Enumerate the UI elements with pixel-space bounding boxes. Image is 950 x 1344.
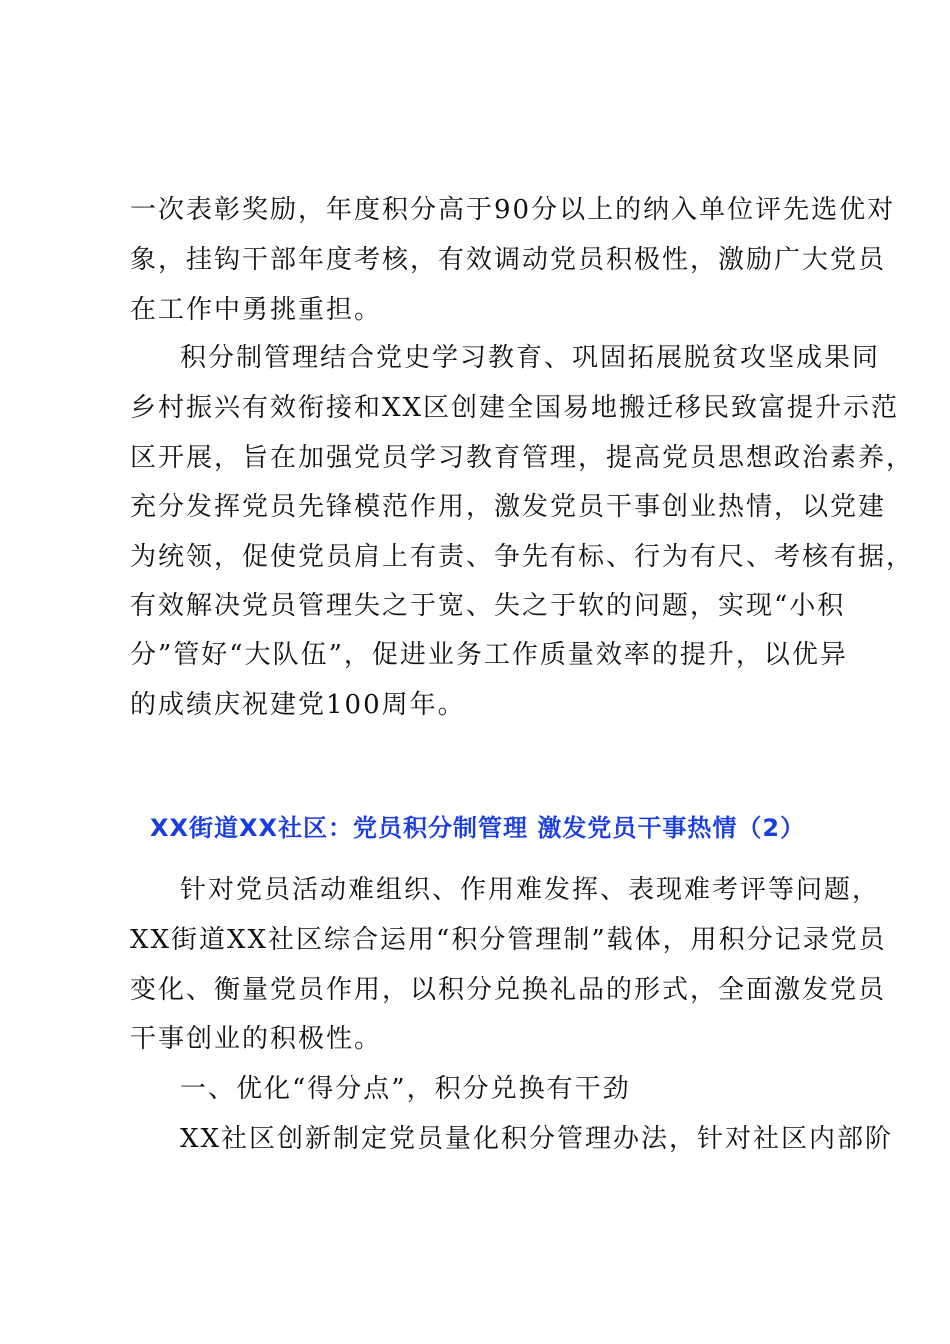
paragraph-2-line-1: 积分制管理结合党史学习教育、巩固拓展脱贫攻坚成果同 xyxy=(180,343,881,373)
paragraph-1-line-3: 在工作中勇挑重担。 xyxy=(130,295,383,325)
paragraph-2-line-4: 充分发挥党员先锋模范作用，激发党员干事创业热情，以党建 xyxy=(130,492,887,522)
paragraph-3-line-2: XX街道XX社区综合运用“积分管理制”载体，用积分记录党员 xyxy=(130,925,887,955)
paragraph-1-line-1: 一次表彰奖励，年度积分高于90分以上的纳入单位评先选优对 xyxy=(130,195,896,225)
paragraph-1-line-2: 象，挂钩干部年度考核，有效调动党员积极性，激励广大党员 xyxy=(130,245,887,275)
paragraph-2-line-6: 有效解决党员管理失之于宽、失之于软的问题，实现“小积 xyxy=(130,591,846,621)
paragraph-2-line-2: 乡村振兴有效衔接和XX区创建全国易地搬迁移民致富提升示范 xyxy=(130,393,900,423)
paragraph-3-line-4: 干事创业的积极性。 xyxy=(130,1024,383,1054)
paragraph-4-line-1: XX社区创新制定党员量化积分管理办法，针对社区内部阶 xyxy=(180,1124,894,1154)
subsection-heading: 一、优化“得分点”，积分兑换有干劲 xyxy=(180,1074,631,1104)
paragraph-3-line-1: 针对党员活动难组织、作用难发挥、表现难考评等问题， xyxy=(180,875,881,905)
section-title: XX街道XX社区：党员积分制管理 激发党员干事热情（2） xyxy=(150,814,806,842)
paragraph-2-line-3: 区开展，旨在加强党员学习教育管理，提高党员思想政治素养， xyxy=(130,443,915,473)
paragraph-2-line-5: 为统领，促使党员肩上有责、争先有标、行为有尺、考核有据， xyxy=(130,542,915,572)
paragraph-3-line-3: 变化、衡量党员作用，以积分兑换礼品的形式，全面激发党员 xyxy=(130,975,887,1005)
paragraph-2-line-8: 的成绩庆祝建党100周年。 xyxy=(130,690,466,720)
paragraph-2-line-7: 分”管好“大队伍”，促进业务工作质量效率的提升，以优异 xyxy=(130,640,848,670)
